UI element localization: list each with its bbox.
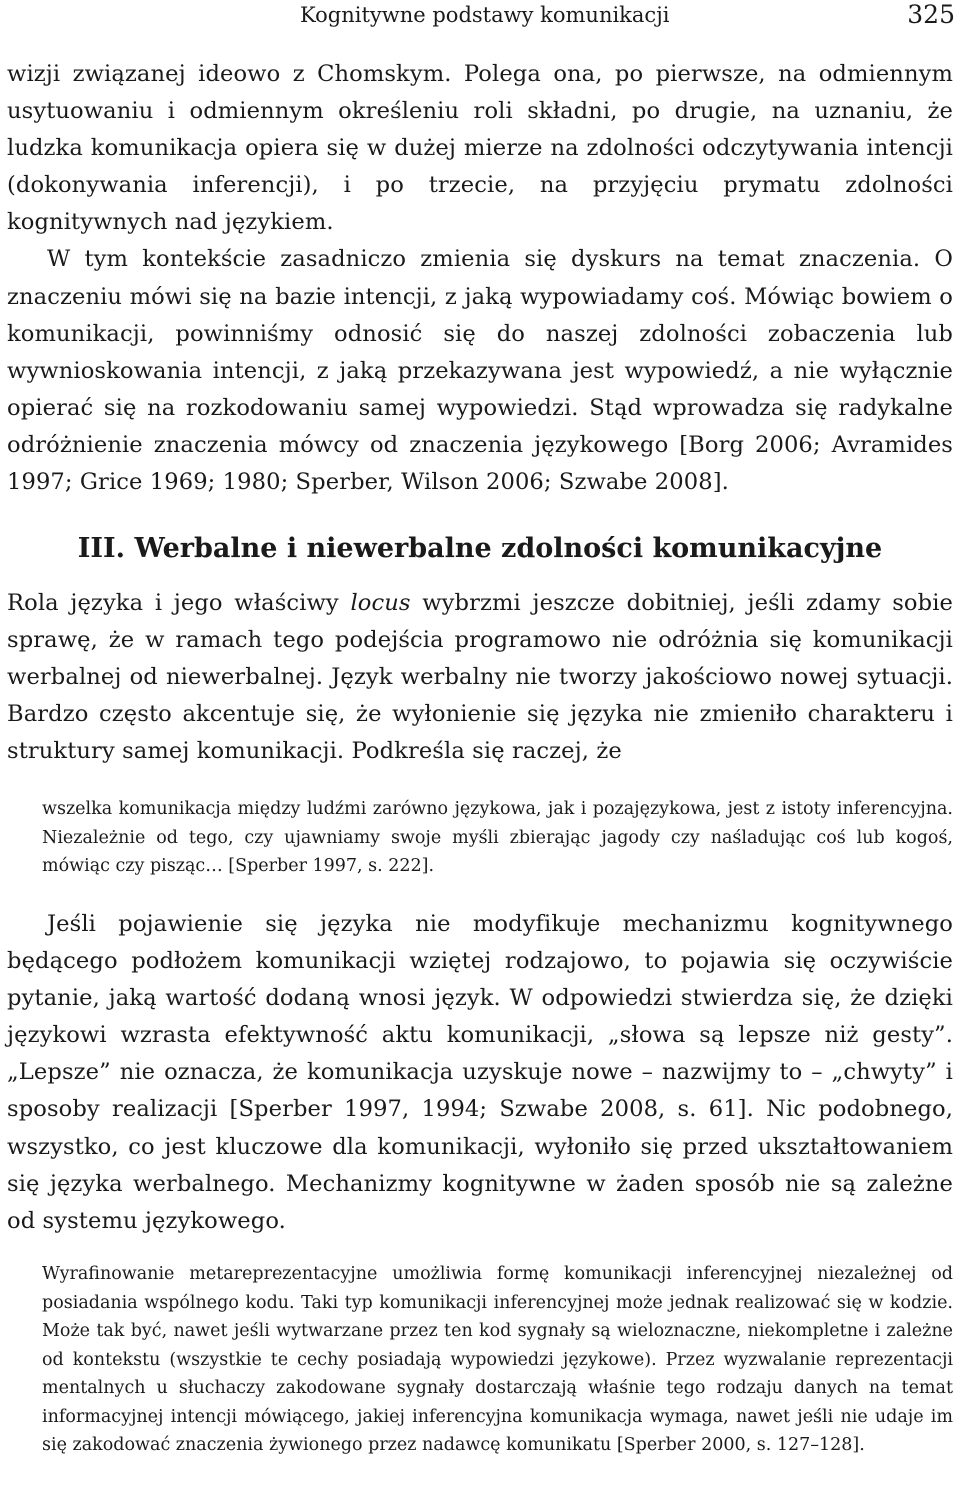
paragraph-2 — [7, 585, 953, 770]
block-quote-2: Wyrafinowanie metareprezentacyjne umożliwia formę komunikacji inferencyjnej niezależnej od posiadania wspólnego kodu. Taki typ komunikacji inferencyjnej może jednak realizować się w kodzie. Może tak być, nawet jeśli wytwarzane przez ten kod sygnały są wieloznaczne, niekompletne i zależne od kontekstu (wszystkie te cechy posiadają wypowiedzi językowe). Przez wyzwalanie reprezentacji mentalnych u słuchaczy zakodowane sygnały dostarczają właśnie tego rodzaju danych na temat informacyjnej intencji mówiącego, jakiej inferencyjna komunikacja wymaga, nawet jeśli nie udaje im się zakodować znaczenia żywionego przez nadawcę komunikatu [Sperber 2000, s. 127–128]. — [42, 1264, 953, 1455]
paragraph-1-continuation: wizji związanej ideowo z Chomskym. Polega ona, po pierwsze, na odmiennym usytuowaniu i odmiennym określeniu roli składni, po drugie, na uznaniu, że ludzka komunikacja opiera się w dużej mierze na zdolności odczytywania intencji (dokonywania inferencji), i po trzecie, na przyjęciu prymatu zdolności kognitywnych nad językiem. — [7, 61, 953, 236]
paragraph-2-after-italic: wybrzmi jeszcze dobitniej, jeśli zdamy sobie sprawę, że w ramach tego podejścia programowo nie odróżnia się komunikacji werbalnej od niewerbalnej. Język werbalny nie tworzy jakościowo nowej sytuacji. Bardzo często akcentuje się, że wyłonienie się języka nie zmieniło charakteru i struktury samej komunikacji. Podkreśla się raczej, że — [7, 590, 953, 765]
section-heading: III. Werbalne i niewerbalne zdolności komunikacyjne — [77, 533, 883, 564]
paragraph-2-before-italic: Rola języka i jego właściwy — [7, 590, 351, 616]
paragraph-1-meaning: W tym kontekście zasadniczo zmienia się dyskurs na temat znaczenia. O znaczeniu mówi się na bazie intencji, z jaką wypowiadamy coś. Mówiąc bowiem o komunikacji, powinniśmy odnosić się do naszej zdolności zobaczenia lub wywnioskowania intencji, z jaką przekazywana jest wypowiedź, a nie wyłącznie opierać się na rozkodowaniu samej wypowiedzi. Stąd wprowadza się radykalne odróżnienie znaczenia mówcy od znaczenia językowego [Borg 2006; Avramides 1997; Grice 1969; 1980; Sperber, Wilson 2006; Szwabe 2008]. — [7, 246, 953, 496]
running-title: Kognitywne podstawy komunikacji — [300, 3, 670, 27]
paragraph-3 — [7, 906, 953, 1240]
paragraph-1 — [7, 56, 953, 501]
running-head — [300, 2, 955, 30]
block-quote-1: wszelka komunikacja między ludźmi zarówno językowa, jak i pozajęzykowa, jest z istoty inferencyjna. Niezależnie od tego, czy ujawniamy swoje myśli zbierając jagody czy naśladując coś lub kogoś, mówiąc czy pisząc… [Sperber 1997, s. 222]. — [42, 799, 953, 876]
paragraph-2-text — [7, 585, 953, 770]
paragraph-2-italic-term: locus — [350, 590, 411, 616]
paragraph-3-text: Jeśli pojawienie się języka nie modyfikuje mechanizmu kognitywnego będącego podłożem komunikacji wziętej rodzajowo, to pojawia się oczywiście pytanie, jaką wartość dodaną wnosi język. W odpowiedzi stwierdza się, że dzięki językowi wzrasta efektywność aktu komunikacji, „słowa są lepsze niż gesty”. „Lepsze” nie oznacza, że komunikacja uzyskuje nowe – nazwijmy to – „chwyty” i sposoby realizacji [Sperber 1997, 1994; Szwabe 2008, s. 61]. Nic podobnego, wszystko, co jest kluczowe dla komunikacji, wyłoniło się przed ukształtowaniem się języka werbalnego. Mechanizmy kognitywne w żaden sposób nie są zależne od systemu językowego. — [7, 911, 953, 1234]
page-number: 325 — [907, 0, 955, 29]
